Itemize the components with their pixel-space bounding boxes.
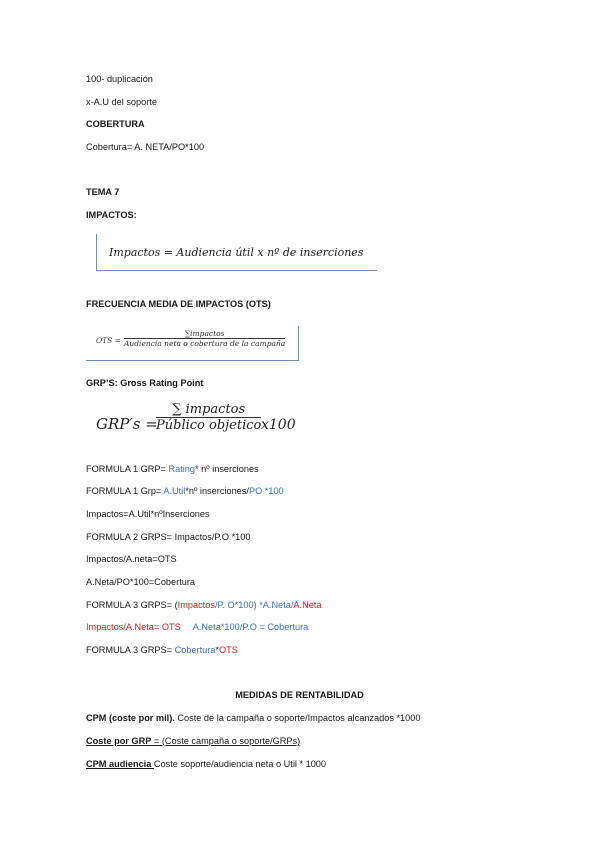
text-line-coste-por-grp [86, 735, 300, 747]
text-segment-cpm-label: CPM (coste por mil). [86, 713, 175, 723]
text-segment: FORMULA 1 GRP= [86, 464, 169, 474]
formula-ots-denominator: Audiencia neta o cobertura de la campaña [124, 339, 286, 348]
text-segment: FORMULA 1 Grp= [86, 486, 164, 496]
text-line-cpm-audiencia [86, 758, 326, 770]
formula-grps-denominator: Público objetico [156, 418, 262, 433]
text-segment-a-util: A.Util [163, 486, 186, 496]
text-line-formula-3-grps [86, 599, 322, 611]
text-segment-coste-grp-label: Coste por GRP [86, 736, 152, 746]
formula-grps-numerator: ∑ impactos [172, 402, 246, 417]
formula-grps [96, 402, 316, 444]
text-segment-ots: Impactos/A.Neta= OTS [86, 622, 181, 632]
text-line-formula-1-grp [86, 463, 259, 475]
text-segment-cobertura: A.Neta*100/P.O = Cobertura [192, 622, 309, 632]
text-segment-rating: Rating [168, 464, 196, 474]
heading-impactos: IMPACTOS: [86, 210, 137, 220]
formula-ots-numerator: ∑impactos [184, 329, 225, 338]
text-line-aneta-cobertura: A.Neta/PO*100=Cobertura [86, 577, 196, 587]
text-segment-po: PO *100 [248, 486, 284, 496]
text-line-impactos-util: Impactos=A.Util*nºInserciones [86, 509, 210, 519]
formula-ots-fraction [124, 329, 285, 348]
text-line-cobertura-formula: Cobertura= A. NETA/PO*100 [86, 142, 205, 152]
text-segment: * nº inserciones [195, 464, 259, 474]
text-segment: FORMULA 3 GRPS= [86, 645, 175, 655]
formula-impactos [96, 234, 377, 271]
heading-frecuencia-media: FRECUENCIA MEDIA DE IMPACTOS (OTS) [86, 299, 271, 309]
heading-cobertura: COBERTURA [86, 119, 145, 129]
text-segment-aneta: A.Neta [293, 600, 322, 610]
text-line-duplicacion: 100- duplicación [86, 74, 153, 84]
text-segment-ots: OTS [219, 645, 238, 655]
formula-ots-lhs: OTS = [96, 336, 121, 345]
text-segment-cpm-audiencia-label: CPM audiencia [86, 759, 154, 769]
text-segment-impactos: Impactos [177, 600, 215, 610]
text-segment: FORMULA 3 GRPS= ( [86, 600, 178, 610]
text-line-formula-1-grp-util [86, 485, 284, 497]
text-segment: *nº inserciones/ [185, 486, 249, 496]
heading-grps: GRP’S: Gross Rating Point [86, 378, 204, 388]
formula-ots [86, 326, 299, 361]
formula-grps-rhs: x100 [261, 417, 296, 433]
text-line-formula-2-grps: FORMULA 2 GRPS= Impactos/P.O *100 [86, 532, 251, 542]
text-line-ots-cobertura [86, 621, 308, 633]
text-line-au-soporte: x-A.U del soporte [86, 97, 157, 107]
formula-impactos-text: Impactos = Audiencia útil x nº de inserciones [109, 246, 364, 259]
formula-grps-fraction [156, 402, 261, 433]
text-segment-cobertura: Cobertura [174, 645, 216, 655]
text-line-impactos-ots: Impactos/A.neta=OTS [86, 554, 177, 564]
text-segment: Coste soporte/audiencia neta o Util * 1000 [153, 759, 327, 769]
text-line-cpm [86, 712, 421, 724]
text-segment: Coste de la campaña o soporte/Impactos alcanzados *1000 [174, 713, 421, 723]
text-segment: /P. O*100) *A.Neta/ [214, 600, 294, 610]
formula-grps-lhs: GRP′s = [96, 415, 158, 433]
text-segment: * [215, 645, 220, 655]
text-line-formula-3-cobertura [86, 644, 238, 656]
heading-medidas-rentabilidad: MEDIDAS DE RENTABILIDAD [235, 690, 364, 700]
heading-tema-7: TEMA 7 [86, 187, 120, 197]
text-segment: = (Coste campaña o soporte/GRPs) [151, 736, 301, 746]
